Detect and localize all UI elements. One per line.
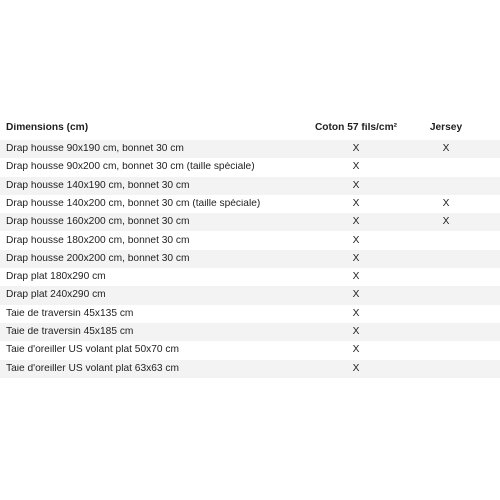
table-row — [0, 195, 500, 213]
row-dimension: Taie de traversin 45x135 cm — [6, 308, 134, 319]
table-row — [0, 231, 500, 249]
row-coton-mark: X — [352, 198, 360, 209]
table-row — [0, 140, 500, 158]
row-coton-mark: X — [352, 327, 360, 338]
table-row — [0, 158, 500, 176]
row-jersey-mark: X — [442, 198, 450, 209]
table-row — [0, 213, 500, 231]
row-dimension: Drap housse 90x190 cm, bonnet 30 cm — [6, 144, 184, 155]
row-coton-mark: X — [352, 253, 360, 264]
row-dimension: Drap housse 140x190 cm, bonnet 30 cm — [6, 180, 190, 191]
row-coton-mark: X — [352, 308, 360, 319]
row-dimension: Drap plat 240x290 cm — [6, 290, 106, 301]
row-jersey-mark: X — [442, 217, 450, 228]
header-dimensions: Dimensions (cm) — [6, 122, 89, 133]
row-dimension: Drap housse 90x200 cm, bonnet 30 cm (taille spéciale) — [6, 162, 255, 173]
row-coton-mark: X — [352, 235, 360, 246]
table-row — [0, 323, 500, 341]
table-row — [0, 341, 500, 359]
table-row — [0, 360, 500, 378]
row-dimension: Drap plat 180x290 cm — [6, 272, 106, 283]
row-dimension: Drap housse 140x200 cm, bonnet 30 cm (taille spéciale) — [6, 198, 261, 209]
size-table — [0, 118, 500, 378]
row-jersey-mark: X — [442, 144, 450, 155]
table-header-row — [0, 118, 500, 138]
row-coton-mark: X — [352, 363, 360, 374]
row-coton-mark: X — [352, 345, 360, 356]
row-dimension: Taie d'oreiller US volant plat 63x63 cm — [6, 363, 179, 374]
row-dimension: Taie de traversin 45x185 cm — [6, 327, 134, 338]
row-coton-mark: X — [352, 144, 360, 155]
table-row — [0, 250, 500, 268]
row-dimension: Taie d'oreiller US volant plat 50x70 cm — [6, 345, 179, 356]
header-coton: Coton 57 fils/cm² — [314, 122, 398, 133]
row-dimension: Drap housse 180x200 cm, bonnet 30 cm — [6, 235, 190, 246]
row-coton-mark: X — [352, 180, 360, 191]
row-coton-mark: X — [352, 272, 360, 283]
row-coton-mark: X — [352, 290, 360, 301]
row-dimension: Drap housse 160x200 cm, bonnet 30 cm — [6, 217, 190, 228]
table-row — [0, 305, 500, 323]
row-coton-mark: X — [352, 217, 360, 228]
table-row — [0, 286, 500, 304]
table-row — [0, 268, 500, 286]
row-dimension: Drap housse 200x200 cm, bonnet 30 cm — [6, 253, 190, 264]
table-row — [0, 177, 500, 195]
row-coton-mark: X — [352, 162, 360, 173]
header-jersey: Jersey — [429, 122, 463, 133]
